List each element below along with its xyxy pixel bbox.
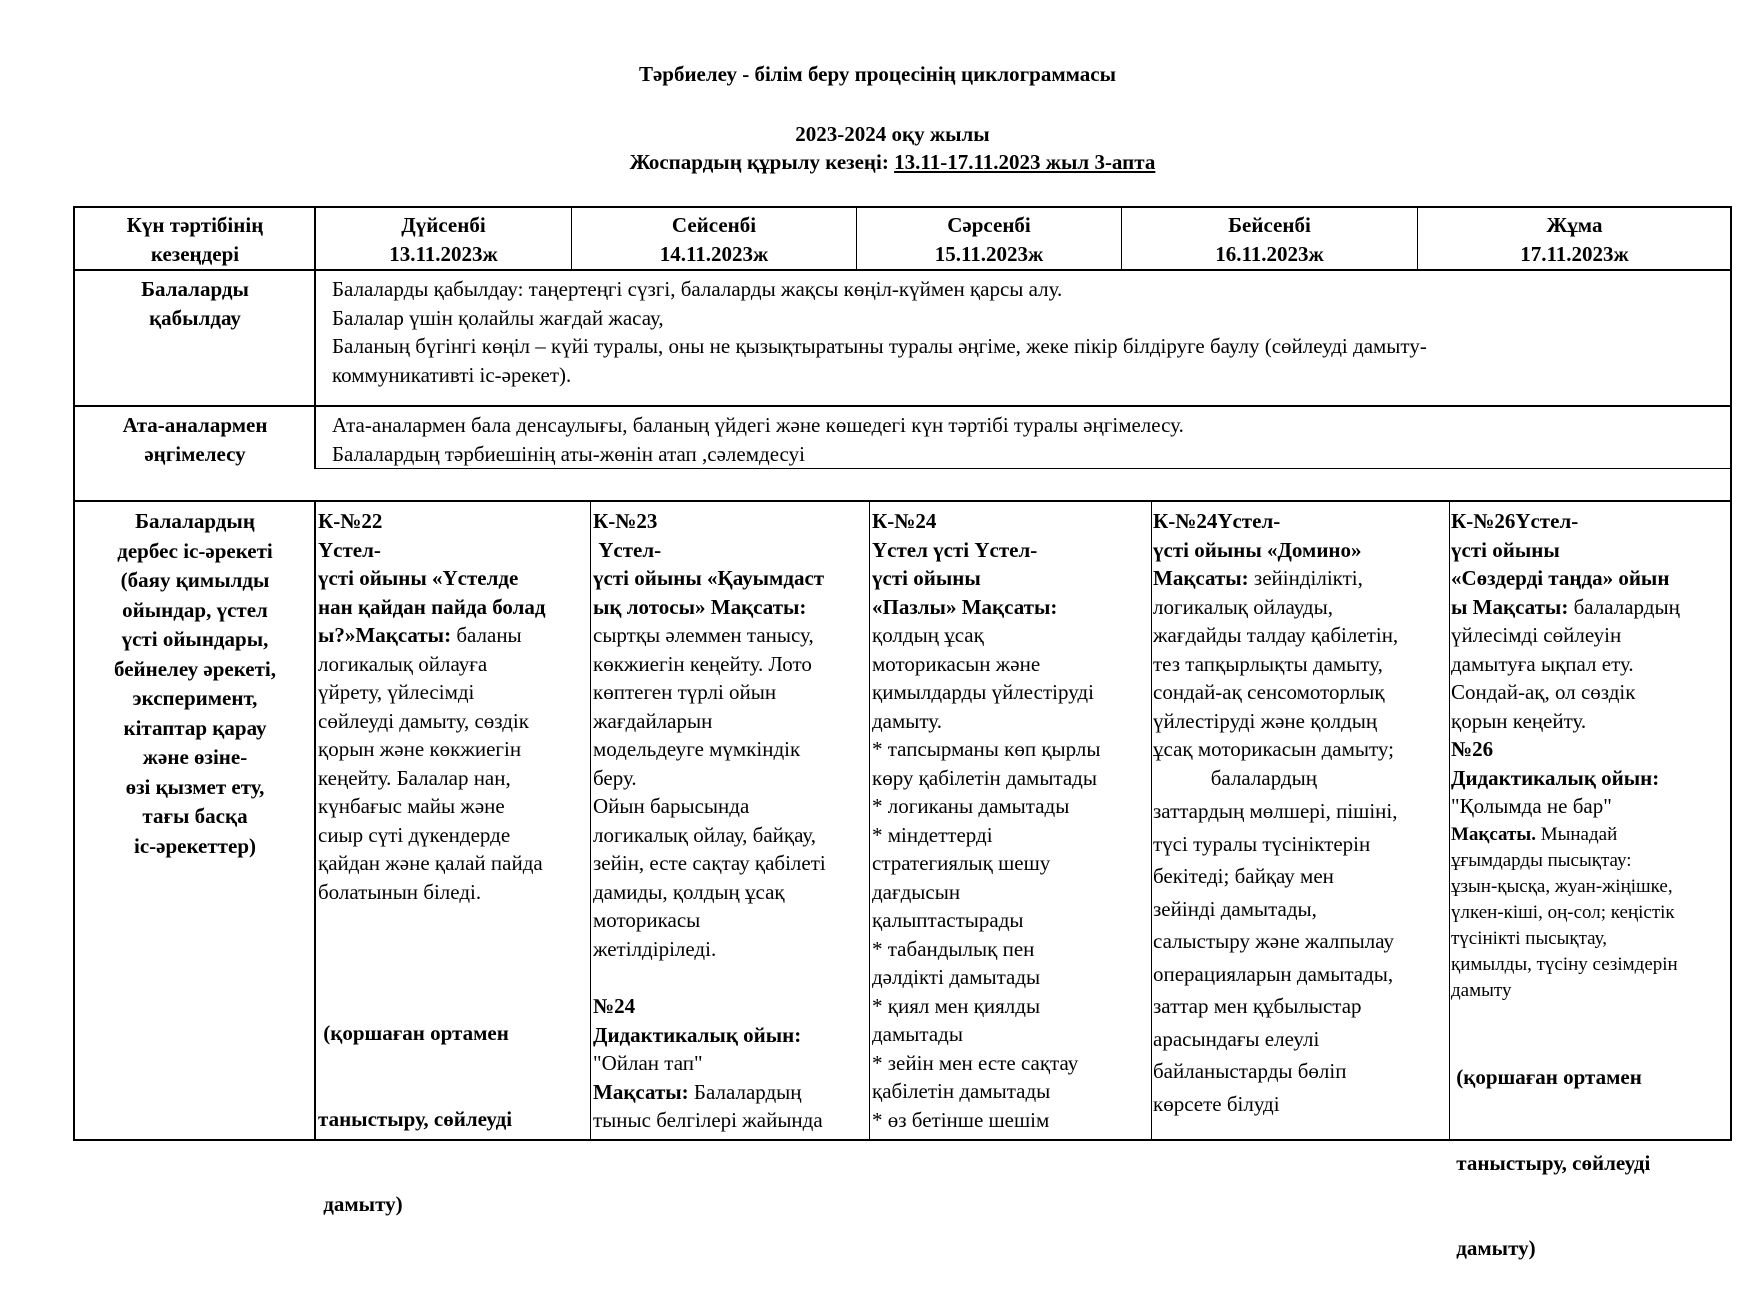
line-text: Үстел- <box>318 537 381 562</box>
content-line <box>1451 792 1680 821</box>
content-line <box>318 707 546 736</box>
label-line: эксперимент, <box>132 686 258 710</box>
label-line: ойындар, үстел <box>122 597 268 622</box>
line-text: үйрету, үйлесімді <box>318 680 475 704</box>
line-text: моторикасы <box>593 908 701 932</box>
day-name: Сейсенбі <box>671 213 757 237</box>
line-text: қимылды, түсіну сезімдерін <box>1451 954 1678 975</box>
day-date: 17.11.2023ж <box>1520 241 1629 266</box>
line-text: Дидактикалық ойын: <box>1451 765 1660 790</box>
line-text: Сондай-ақ, ол сөздік <box>1451 680 1636 704</box>
content-line: көрсете білуді <box>1153 1091 1280 1116</box>
note-line: таныстыру, сөйлеуді <box>318 1106 513 1131</box>
border-line <box>1151 500 1152 1140</box>
monday-note <box>318 962 512 1247</box>
line-text: дамиды, қолдың ұсақ <box>593 879 785 904</box>
line-text: К-№24 <box>872 509 937 533</box>
content-line <box>1451 978 1678 1004</box>
content-line <box>593 507 826 536</box>
goal-keyword: Мақсаты: <box>1153 566 1249 590</box>
label-line: әңгімелесу <box>144 441 246 466</box>
content-line <box>872 650 1100 679</box>
content-line <box>593 935 826 964</box>
content-line <box>593 593 826 622</box>
goal-keyword: Мақсаты: <box>705 594 807 619</box>
content-line <box>593 707 826 736</box>
line-text: үсті ойыны <box>872 566 981 590</box>
activity-cell-friday <box>1451 507 1680 821</box>
line-text: қорын және көкжиегін <box>318 737 522 761</box>
line-text: К-№23 <box>593 509 658 533</box>
day-name: Бейсенбі <box>1228 213 1311 237</box>
content-line <box>1153 707 1398 736</box>
document-title: Тәрбиелеу - білім беру процесінің циклограммасы <box>638 62 1117 86</box>
day-date: 16.11.2023ж <box>1215 241 1324 266</box>
day-date: 13.11.2023ж <box>389 241 498 266</box>
day-name: Дүйсенбі <box>401 213 486 237</box>
activity-cell-monday <box>318 507 546 906</box>
content-line <box>872 507 1100 536</box>
activity-cell-tuesday-game <box>593 992 823 1135</box>
line-text: * зейін мен есте сақтау <box>872 1050 1079 1075</box>
line-text: үсті ойыны «Қауымдаст <box>593 566 825 590</box>
border-line <box>315 468 1731 469</box>
note-line: дамыту) <box>318 1192 403 1216</box>
line-text: * логиканы дамытады <box>872 794 1070 818</box>
label-line: бейнелеу әрекеті, <box>113 656 276 681</box>
header-cell-wednesday <box>857 211 1121 268</box>
note-line: таныстыру, сөйлеуді <box>1451 1150 1651 1175</box>
content-line <box>318 878 546 907</box>
content-line <box>593 821 826 850</box>
content-line <box>1153 650 1398 679</box>
line-text: баланы <box>451 623 522 647</box>
goal-keyword: Мақсаты: <box>593 1079 689 1104</box>
line-text: Мынадай <box>1535 824 1618 845</box>
line-text: * табандылық пен <box>872 936 1035 961</box>
line-text: үлкен-кіші, оң-сол; кеңістік <box>1451 902 1675 923</box>
content-line: заттар мен құбылыстар <box>1153 994 1362 1018</box>
line-text: ұғымдарды пысықтау: <box>1451 850 1632 871</box>
content-line <box>872 707 1100 736</box>
border-line <box>74 405 1731 407</box>
line-text: ық лотосы» <box>593 594 706 619</box>
label-line: Балалардың <box>135 509 255 533</box>
line-text: сыртқы әлеммен танысу, <box>593 623 814 647</box>
content-line <box>1153 507 1398 536</box>
line-text: үсті ойыны <box>1451 537 1560 562</box>
content-line <box>593 735 826 764</box>
line-text: * тапсырманы көп қырлы <box>872 737 1101 761</box>
content-line <box>318 678 546 707</box>
line-text: қимылдарды үйлестіруді <box>872 680 1094 704</box>
content-line <box>1451 650 1680 679</box>
line-text: балалардың <box>1153 765 1317 790</box>
label-line: кітаптар қарау <box>123 715 267 740</box>
line-text: К-№22 <box>318 509 383 533</box>
content-line: Ата-аналармен бала денсаулығы, баланың үйдегі және көшедегі күн тәртібі туралы әңгімелесу. <box>332 413 1184 437</box>
line-text: үсті ойыны «Үстелде <box>318 566 519 590</box>
label-line: тағы басқа <box>142 804 248 828</box>
content-line: зейінді дамытады, <box>1153 896 1317 921</box>
content-line <box>593 906 826 935</box>
header-cell-periods <box>76 211 314 268</box>
row-label-reception <box>76 275 314 332</box>
content-line <box>1451 848 1678 874</box>
reception-content <box>332 275 1427 389</box>
line-text: ы <box>1451 594 1468 619</box>
content-line: бекітеді; байқау мен <box>1153 864 1334 888</box>
content-line <box>318 536 546 565</box>
line-text: үйлесімді сөйлеуін <box>1451 623 1622 647</box>
activity-cell-tuesday <box>593 507 826 963</box>
line-text: тыныс белгілері жайында <box>593 1108 823 1132</box>
line-text: «Пазлы» <box>872 594 957 619</box>
line-text: зейін, есте сақтау қабілеті <box>593 851 826 875</box>
label-line: қабылдау <box>149 305 241 330</box>
border-line <box>590 500 591 1140</box>
line-text: дамытады <box>872 1022 963 1046</box>
activity-cell-wednesday <box>872 507 1100 1134</box>
period-value: 13.11-17.11.2023 жыл 3-апта <box>894 150 1156 174</box>
content-line <box>1153 593 1398 622</box>
line-text: логикалық ойлауға <box>318 651 488 676</box>
header-cell-friday <box>1418 211 1731 268</box>
content-line <box>593 1078 823 1107</box>
content-line <box>318 764 546 793</box>
line-text: көру қабілетін дамытады <box>872 765 1097 790</box>
line-text: дамытуға ықпал ету. <box>1451 651 1634 676</box>
line-text: моторикасын және <box>872 651 1041 676</box>
line-text: көкжиегін кеңейту. Лото <box>593 651 812 676</box>
line-text: қорын кеңейту. <box>1451 708 1587 733</box>
content-line <box>872 1049 1100 1078</box>
line-text: дамыту. <box>872 708 942 733</box>
line-text: «Сөздерді таңда» ойын <box>1451 566 1670 590</box>
academic-year: 2023-2024 оқу жылы <box>795 122 990 146</box>
line-text: жағдайларын <box>593 708 713 733</box>
line-text: үйлестіруді және қолдың <box>1153 708 1378 733</box>
content-line <box>318 650 546 679</box>
content-line <box>593 849 826 878</box>
content-line <box>872 764 1100 793</box>
content-line <box>872 735 1100 764</box>
content-line <box>1451 507 1680 536</box>
content-line: коммуникативті іс-әрекет). <box>332 362 572 387</box>
line-text: К-№24Үстел- <box>1153 509 1281 533</box>
header-periods-line: кезеңдері <box>150 241 240 266</box>
line-text: Дидактикалық ойын: <box>593 1022 802 1047</box>
content-line <box>593 536 826 565</box>
content-line: операцияларын дамытады, <box>1153 961 1394 986</box>
line-text: К-№26Үстел- <box>1451 509 1579 533</box>
line-text: сондай-ақ сенсомоторлық <box>1153 680 1385 704</box>
content-line <box>1451 874 1678 900</box>
day-date: 14.11.2023ж <box>659 241 769 266</box>
line-text: "Ойлан тап" <box>593 1051 703 1075</box>
content-line <box>318 849 546 878</box>
line-text: логикалық ойлауды, <box>1153 594 1333 619</box>
content-line <box>593 764 826 793</box>
content-line: байланыстарды бөліп <box>1153 1059 1347 1083</box>
content-line <box>318 821 546 850</box>
row-label-parents <box>76 411 314 468</box>
content-line <box>1153 735 1398 764</box>
line-text: ұзын-қысқа, жуан-жіңішке, <box>1451 876 1673 897</box>
content-line <box>1451 764 1680 793</box>
content-line: арасындағы елеулі <box>1153 1026 1320 1051</box>
row-label-activity <box>76 507 314 861</box>
line-text: ұсақ моторикасын дамыту; <box>1153 737 1394 761</box>
content-line <box>593 878 826 907</box>
line-text: дамыту <box>1451 980 1512 1001</box>
header-cell-monday <box>316 211 571 268</box>
line-text: болатынын біледі. <box>318 879 482 904</box>
content-line <box>872 878 1100 907</box>
border-line <box>74 269 1731 271</box>
content-line: түсі туралы түсініктерін <box>1153 831 1371 856</box>
content-line <box>1153 621 1398 650</box>
content-line <box>318 735 546 764</box>
content-line <box>872 963 1100 992</box>
content-line <box>1451 952 1678 978</box>
content-line <box>1451 900 1678 926</box>
label-line: іс-әрекеттер) <box>134 833 256 858</box>
content-line <box>593 564 826 593</box>
line-text: сиыр сүті дүкендерде <box>318 822 511 847</box>
content-line: Балалардың тәрбиешінің аты-жөнін атап ,сәлемдесуі <box>332 441 805 466</box>
content-line <box>872 1106 1100 1135</box>
line-text: түсінікті пысықтау, <box>1451 928 1607 949</box>
line-text: Ойын барысында <box>593 794 750 818</box>
line-text: №26 <box>1451 737 1494 761</box>
content-line <box>1451 621 1680 650</box>
line-text: дәлдікті дамытады <box>872 965 1041 989</box>
line-text: * қиял мен қиялды <box>872 993 1041 1018</box>
content-line <box>1451 735 1680 764</box>
content-line <box>318 507 546 536</box>
line-text: ы?» <box>318 623 356 647</box>
content-line <box>872 678 1100 707</box>
content-line <box>872 621 1100 650</box>
border-line <box>74 500 1731 502</box>
label-line: үсті ойындары, <box>121 627 269 651</box>
line-text: №24 <box>593 994 636 1018</box>
line-text: зейінділікті, <box>1248 566 1363 590</box>
goal-keyword: Мақсаты: <box>1467 594 1569 619</box>
border-line <box>314 500 316 1140</box>
content-line <box>318 593 546 622</box>
line-text: тез тапқырлықты дамыту, <box>1153 651 1383 676</box>
parents-content <box>332 411 1184 468</box>
line-text: модельдеуге мүмкіндік <box>593 737 801 761</box>
content-line <box>593 621 826 650</box>
line-text: * міндеттерді <box>872 822 993 847</box>
line-text: сөйлеуді дамыту, сөздік <box>318 708 529 733</box>
line-text: күнбағыс майы және <box>318 794 505 818</box>
line-text: беру. <box>593 765 637 790</box>
day-name: Сәрсенбі <box>947 213 1031 237</box>
content-line <box>872 593 1100 622</box>
line-text: "Қолымда не бар" <box>1451 794 1612 818</box>
line-text: қабілетін дамытады <box>872 1079 1051 1103</box>
activity-cell-friday-goal <box>1451 822 1678 1004</box>
line-text: * өз бетінше шешім <box>872 1107 1050 1132</box>
content-line <box>872 906 1100 935</box>
label-line: және өзіне- <box>142 745 248 769</box>
content-line <box>318 621 546 650</box>
content-line <box>318 792 546 821</box>
content-line: заттардың мөлшері, пішіні, <box>1153 799 1398 823</box>
content-line <box>1451 822 1678 848</box>
content-line <box>1451 564 1680 593</box>
line-text: Үстел үсті Үстел- <box>872 537 1038 562</box>
label-line: (баяу қимылды <box>120 568 270 592</box>
line-text: стратегиялық шешу <box>872 851 1051 875</box>
label-line: Ата-аналармен <box>122 413 268 437</box>
activity-cell-thursday <box>1153 507 1398 792</box>
line-text: нан қайдан пайда болад <box>318 594 546 619</box>
friday-note <box>1451 1006 1650 1291</box>
content-line <box>872 536 1100 565</box>
content-line <box>872 792 1100 821</box>
content-line <box>593 650 826 679</box>
content-line: салыстыру және жалпылау <box>1153 929 1394 953</box>
content-line <box>872 564 1100 593</box>
content-line <box>872 849 1100 878</box>
day-name: Жұма <box>1546 213 1603 237</box>
planning-period: Жоспардың құрылу кезеңі: 13.11-17.11.2023 жыл 3-апта <box>629 150 1156 174</box>
content-line <box>1451 707 1680 736</box>
line-text: қайдан және қалай пайда <box>318 851 543 875</box>
content-line <box>593 792 826 821</box>
thursday-continued <box>1153 795 1398 1120</box>
content-line <box>1451 678 1680 707</box>
content-line <box>593 1049 823 1078</box>
content-line <box>1451 536 1680 565</box>
content-line <box>1153 536 1398 565</box>
line-text: жетілдіріледі. <box>593 936 717 961</box>
content-line <box>1451 926 1678 952</box>
border-line <box>1449 500 1450 1140</box>
note-line: (қоршаған ортамен <box>1451 1065 1642 1089</box>
label-line: өзі қызмет ету, <box>125 774 265 799</box>
content-line <box>872 1077 1100 1106</box>
content-line: Балалар үшін қолайлы жағдай жасау, <box>332 305 664 330</box>
content-line: Балаларды қабылдау: таңертеңгі сүзгі, балаларды жақсы көңіл-күймен қарсы алу. <box>332 277 1063 301</box>
line-text: Балалардың <box>688 1079 802 1104</box>
goal-keyword: Мақсаты: <box>355 623 452 647</box>
note-line: (қоршаған ортамен <box>318 1021 509 1045</box>
content-line <box>593 1021 823 1050</box>
content-line <box>872 821 1100 850</box>
line-text: қалыптастырады <box>872 908 1024 932</box>
label-line: дербес іс-әрекеті <box>117 538 273 563</box>
content-line <box>872 992 1100 1021</box>
content-line <box>1451 593 1680 622</box>
content-line <box>1153 678 1398 707</box>
content-line <box>593 678 826 707</box>
content-line <box>872 1020 1100 1049</box>
goal-keyword: Мақсаты: <box>956 594 1058 619</box>
content-line <box>593 1106 823 1135</box>
label-line: Балаларды <box>141 277 249 301</box>
content-line <box>593 992 823 1021</box>
line-text: жағдайды талдау қабілетін, <box>1153 623 1399 647</box>
period-label: Жоспардың құрылу кезеңі <box>629 150 882 174</box>
line-text: көптеген түрлі ойын <box>593 680 777 704</box>
note-line: дамыту) <box>1451 1236 1536 1260</box>
content-line <box>1153 564 1398 593</box>
goal-keyword: Мақсаты. <box>1451 824 1536 845</box>
content-line: Баланың бүгінгі көңіл – күйі туралы, оны не қызықтыратыны туралы әңгіме, жеке пікір білдіруге баулу (сөйлеуді дамыту- <box>332 334 1427 358</box>
content-line <box>1153 764 1398 793</box>
line-text: үсті ойыны «Домино» <box>1153 537 1362 562</box>
content-line <box>318 564 546 593</box>
header-cell-tuesday <box>572 211 856 268</box>
line-text: логикалық ойлау, байқау, <box>593 822 816 847</box>
day-date: 15.11.2023ж <box>934 241 1044 266</box>
line-text: дағдысын <box>872 879 961 904</box>
line-text: Үстел- <box>593 537 662 562</box>
header-periods-line: Күн тәртібінің <box>126 213 264 237</box>
border-line <box>869 500 870 1140</box>
line-text: балалардың <box>1568 594 1680 619</box>
content-line <box>872 935 1100 964</box>
line-text: қолдың ұсақ <box>872 623 984 647</box>
line-text: кеңейту. Балалар нан, <box>318 765 511 790</box>
header-cell-thursday <box>1122 211 1417 268</box>
